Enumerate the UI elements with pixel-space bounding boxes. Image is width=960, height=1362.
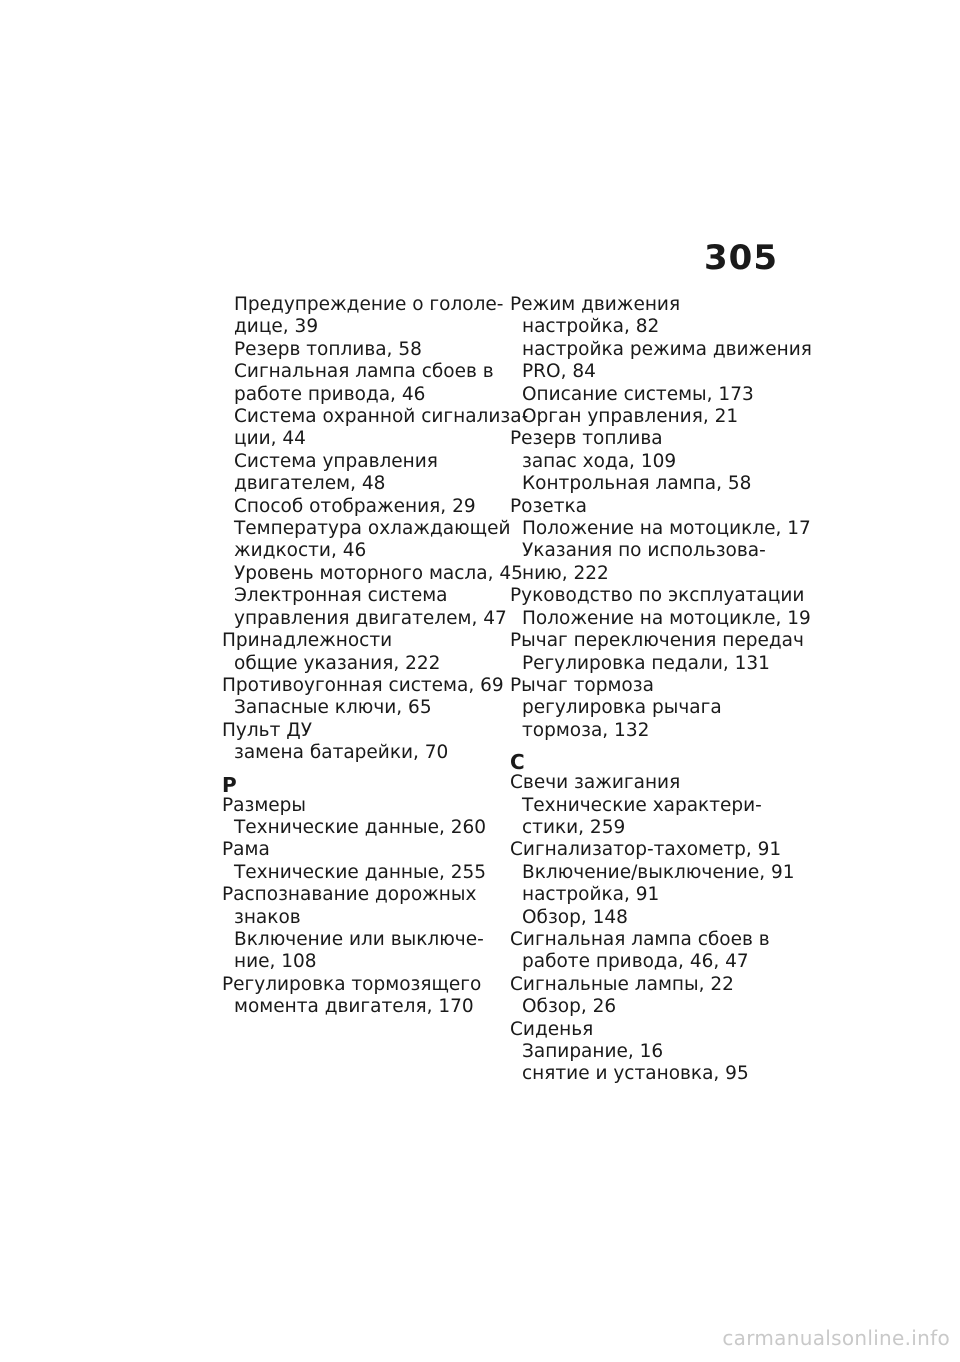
index-entry: Сигнальные лампы, 22 (510, 973, 734, 995)
index-entry: Руководство по эксплуатации (510, 585, 805, 607)
index-subentry: Уровень моторного масла, 45 (234, 562, 523, 584)
index-subentry: Включение или выключе- (234, 928, 484, 950)
index-entry: Рама (222, 839, 270, 861)
index-subentry: работе привода, 46, 47 (522, 951, 749, 973)
index-subentry: ние, 108 (234, 951, 317, 973)
index-subentry: Включение/выключение, 91 (522, 861, 795, 883)
index-subentry: ции, 44 (234, 428, 306, 450)
index-subentry: Запасные ключи, 65 (234, 697, 432, 719)
index-subentry: дице, 39 (234, 316, 319, 338)
index-subentry: настройка, 91 (522, 884, 660, 906)
index-subentry: Технические данные, 255 (234, 861, 487, 883)
index-subentry: нию, 222 (522, 562, 609, 584)
index-subentry: замена батарейки, 70 (234, 742, 449, 764)
index-subentry: момента двигателя, 170 (234, 996, 474, 1018)
index-subentry: настройка, 82 (522, 316, 660, 338)
index-subentry: регулировка рычага (522, 697, 722, 719)
index-subentry: Резерв топлива, 58 (234, 338, 422, 360)
index-subentry: общие указания, 222 (234, 652, 441, 674)
index-entry: Регулировка тормозящего (222, 973, 482, 995)
index-subentry: Технические данные, 260 (234, 816, 487, 838)
index-entry: Рычаг переключения передач (510, 630, 804, 652)
index-subentry: настройка режима движения (522, 338, 812, 360)
index-subentry: Запирание, 16 (522, 1041, 664, 1062)
index-subentry: Обзор, 148 (522, 906, 628, 928)
section-letter: С (510, 750, 525, 775)
index-subentry: Температура охлаждающей (234, 518, 511, 540)
index-subentry: Регулировка педали, 131 (522, 652, 770, 674)
index-subentry: знаков (234, 906, 301, 928)
index-subentry: PRO, 84 (522, 361, 596, 383)
index-subentry: управления двигателем, 47 (234, 607, 507, 629)
index-entry: Сигнализатор-тахометр, 91 (510, 839, 782, 861)
index-subentry: Предупреждение о гололе- (234, 294, 504, 315)
index-entry: Пульт ДУ (222, 719, 312, 741)
index-subentry: Сигнальная лампа сбоев в (234, 361, 494, 383)
index-column-right (510, 294, 812, 1086)
index-entry: Сигнальная лампа сбоев в (510, 928, 770, 950)
index-entry: Рычаг тормоза (510, 674, 654, 696)
index-entry: Резерв топлива (510, 428, 663, 450)
index-subentry: снятие и установка, 95 (522, 1063, 749, 1085)
index-subentry: Контрольная лампа, 58 (522, 473, 752, 495)
index-subentry: работе привода, 46 (234, 383, 426, 405)
index-entry: Принадлежности (222, 630, 393, 652)
watermark: carmanualsonline.info (722, 1326, 950, 1350)
index-subentry: Способ отображения, 29 (234, 495, 476, 517)
index-subentry: Технические характери- (522, 794, 762, 816)
index-subentry: Положение на мотоцикле, 17 (522, 518, 811, 540)
index-subentry: Описание системы, 173 (522, 383, 754, 405)
index-subentry: Положение на мотоцикле, 19 (522, 607, 811, 629)
index-entry: Свечи зажигания (510, 772, 681, 794)
section-letter: Р (222, 772, 237, 797)
page-number: 305 (704, 238, 778, 278)
index-entry: Противоугонная система, 69 (222, 674, 504, 696)
index-subentry: Обзор, 26 (522, 996, 617, 1018)
index-subentry: стики, 259 (522, 816, 626, 838)
index-subentry: Система управления (234, 450, 438, 472)
index-subentry: Электронная система (234, 585, 448, 607)
index-entry: Размеры (222, 794, 307, 816)
index-subentry: Орган управления, 21 (522, 406, 739, 428)
index-subentry: двигателем, 48 (234, 473, 386, 495)
index-entry: Режим движения (510, 294, 681, 315)
index-entry: Сиденья (510, 1018, 594, 1040)
index-column-left (222, 294, 529, 1019)
index-subentry: тормоза, 132 (522, 719, 650, 741)
index-subentry: жидкости, 46 (234, 540, 367, 562)
index-subentry: запас хода, 109 (522, 450, 677, 472)
index-entry: Розетка (510, 495, 587, 517)
index-subentry: Система охранной сигнализа- (234, 406, 529, 428)
index-entry: Распознавание дорожных (222, 884, 477, 906)
index-subentry: Указания по использова- (522, 540, 766, 562)
